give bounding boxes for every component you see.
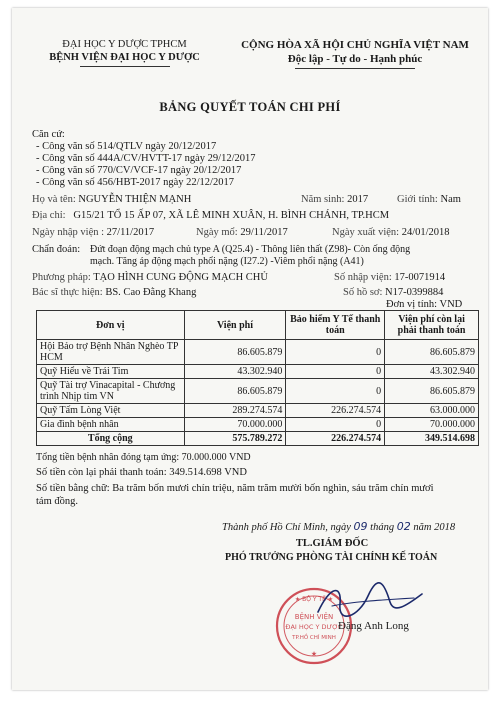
col-header-insurance: Bảo hiểm Y Tế thanh toán [286, 311, 385, 340]
issuer-parent: ĐẠI HỌC Y DƯỢC TPHCM [62, 39, 187, 50]
file-no-row [343, 287, 443, 299]
can-cu-item: - Công văn số 514/QTLV ngày 20/12/2017 [36, 141, 217, 152]
unit-cell: Gia đình bệnh nhân [37, 418, 185, 432]
col-header-remaining: Viện phí còn lại phải thanh toán [385, 311, 479, 340]
diagnosis-line: Đứt đoạn động mạch chủ type A (Q25.4) - Thông liên thất (Z98)- Còn ống động [90, 244, 411, 255]
remaining-cell: 70.000.000 [385, 418, 479, 432]
can-cu-item: - Công văn số 770/CV/VCF-17 ngày 20/12/2017 [36, 165, 242, 176]
sign-month-word: tháng [370, 522, 395, 533]
national-title: CỘNG HÒA XÃ HỘI CHỦ NGHĨA VIỆT NAM [241, 39, 469, 51]
birth-row [301, 194, 368, 206]
amount-in-words-cont: tám đồng. [36, 496, 78, 507]
diagnosis-label: Chẩn đoán: [32, 244, 81, 255]
can-cu-label: Căn cứ: [32, 129, 65, 140]
admission-no-label: Số nhập viện: [334, 272, 392, 283]
sign-year-word: năm [413, 522, 432, 533]
surgery-row [196, 227, 288, 239]
unit-cell: Hội Bảo trợ Bệnh Nhân Nghèo TP HCM [37, 340, 185, 365]
sign-date [222, 520, 455, 533]
signer-name: Đặng Anh Long [338, 620, 409, 632]
can-cu-item: - Công văn số 456/HBT-2017 ngày 22/12/2017 [36, 177, 234, 188]
svg-text:BỆNH VIỆN: BỆNH VIỆN [294, 613, 334, 621]
issuer-name: BỆNH VIỆN ĐẠI HỌC Y DƯỢC [49, 52, 200, 63]
insurance-cell: 0 [286, 418, 385, 432]
remaining-cell: 63.000.000 [385, 404, 479, 418]
insurance-cell: 0 [286, 365, 385, 379]
issuer-underline [80, 66, 170, 67]
admit-row [32, 227, 154, 239]
table-row [37, 340, 479, 365]
table-row [37, 365, 479, 379]
address-label: Địa chỉ: [32, 210, 66, 221]
admit-label: Ngày nhập viện : [32, 227, 105, 238]
sign-month: 02 [396, 520, 411, 533]
col-header-unit: Đơn vị [37, 311, 185, 340]
handwritten-signature [310, 576, 430, 626]
file-no: N17-0399884 [385, 287, 444, 298]
admission-no-row [334, 272, 445, 284]
issuer-header [22, 38, 227, 67]
can-cu-item: - Công văn số 444A/CV/HVTT-17 ngày 29/12/2017 [36, 153, 256, 164]
motto-underline [295, 68, 415, 69]
admit-date: 27/11/2017 [106, 227, 155, 238]
total-insurance: 226.274.574 [286, 432, 385, 446]
document-page [12, 8, 488, 690]
patient-name-row [32, 194, 191, 206]
on-behalf: TL.GIÁM ĐỐC [295, 538, 369, 549]
patient-name: NGUYỄN THIỆN MẠNH [78, 194, 192, 205]
unit-cell: Quỹ Hiểu về Trái Tim [37, 365, 185, 379]
total-fee: 575.789.272 [184, 432, 286, 446]
fee-cell: 289.274.574 [184, 404, 286, 418]
file-no-label: Số hồ sơ: [343, 287, 383, 298]
doctor-row [32, 287, 196, 299]
sex-label: Giới tính: [397, 194, 438, 205]
table-row [37, 418, 479, 432]
method-label: Phương pháp: [32, 272, 91, 283]
fee-cell: 70.000.000 [184, 418, 286, 432]
sign-date-prefix: Thành phố Hồ Chí Minh, ngày [222, 522, 351, 533]
sign-day: 09 [353, 520, 368, 533]
insurance-cell: 0 [286, 379, 385, 404]
discharge-date: 24/01/2018 [401, 227, 450, 238]
surgery-label: Ngày mổ: [196, 227, 238, 238]
total-label: Tổng cộng [37, 432, 185, 446]
unit-cell: Quỹ Tài trợ Vinacapital - Chương trình Nhịp tim VN [37, 379, 185, 404]
sign-year: 2018 [434, 522, 456, 533]
insurance-cell: 0 [286, 340, 385, 365]
address-value: G15/21 TỔ 15 ẤP 07, XÃ LÊ MINH XUÂN, H. BÌNH CHÁNH, TP.HCM [73, 210, 390, 221]
national-motto: Độc lập - Tự do - Hạnh phúc [287, 53, 423, 65]
method-value: TẠO HÌNH CUNG ĐỘNG MẠCH CHỦ [93, 272, 268, 283]
total-remaining: 349.514.698 [385, 432, 479, 446]
doctor-name: BS. Cao Đằng Khang [105, 287, 197, 298]
table-total-row [37, 432, 479, 446]
national-header [230, 38, 480, 69]
table-row [37, 379, 479, 404]
patient-name-label: Họ và tên: [32, 194, 76, 205]
svg-text:TP.HỒ CHÍ MINH: TP.HỒ CHÍ MINH [292, 635, 336, 641]
sex-row [397, 194, 461, 206]
svg-text:★: ★ [310, 650, 318, 658]
family-paid: Tổng tiền bệnh nhân đóng tạm ứng: 70.000.000 VND [36, 452, 251, 463]
settlement-table [36, 310, 479, 446]
signer-position: PHÓ TRƯỞNG PHÒNG TÀI CHÍNH KẾ TOÁN [225, 552, 438, 563]
discharge-row [332, 227, 450, 239]
amount-in-words: Số tiền bằng chữ: Ba trăm bốn mươi chín triệu, năm trăm mười bốn nghìn, sáu trăm chín mươi [36, 483, 434, 494]
address-row [32, 210, 389, 222]
discharge-label: Ngày xuất viện: [332, 227, 400, 238]
diagnosis-line: mạch. Tăng áp động mạch phổi nặng (I27.2) -Viêm phổi nặng (A41) [90, 256, 364, 267]
sex-value: Nam [440, 194, 461, 205]
fee-cell: 86.605.879 [184, 379, 286, 404]
table-header-row [37, 311, 479, 340]
remaining-cell: 43.302.940 [385, 365, 479, 379]
doctor-label: Bác sĩ thực hiện: [32, 287, 103, 298]
admission-no: 17-0071914 [394, 272, 446, 283]
remaining-amount: Số tiền còn lại phải thanh toán: 349.514.698 VND [36, 467, 247, 478]
method-row [32, 272, 268, 284]
svg-text:★ BỘ Y TẾ ★: ★ BỘ Y TẾ ★ [294, 596, 334, 603]
fee-cell: 43.302.940 [184, 365, 286, 379]
col-header-fee: Viện phí [184, 311, 286, 340]
birth-label: Năm sinh: [301, 194, 345, 205]
svg-text:ĐẠI HỌC Y DƯỢC: ĐẠI HỌC Y DƯỢC [285, 623, 343, 631]
document-title: BẢNG QUYẾT TOÁN CHI PHÍ [159, 100, 341, 114]
birth-year: 2017 [347, 194, 369, 205]
remaining-cell: 86.605.879 [385, 379, 479, 404]
remaining-cell: 86.605.879 [385, 340, 479, 365]
table-row [37, 404, 479, 418]
surgery-date: 29/11/2017 [240, 227, 288, 238]
currency-unit: Đơn vị tính: VND [386, 299, 463, 310]
unit-cell: Quỹ Tấm Lòng Việt [37, 404, 185, 418]
insurance-cell: 226.274.574 [286, 404, 385, 418]
fee-cell: 86.605.879 [184, 340, 286, 365]
